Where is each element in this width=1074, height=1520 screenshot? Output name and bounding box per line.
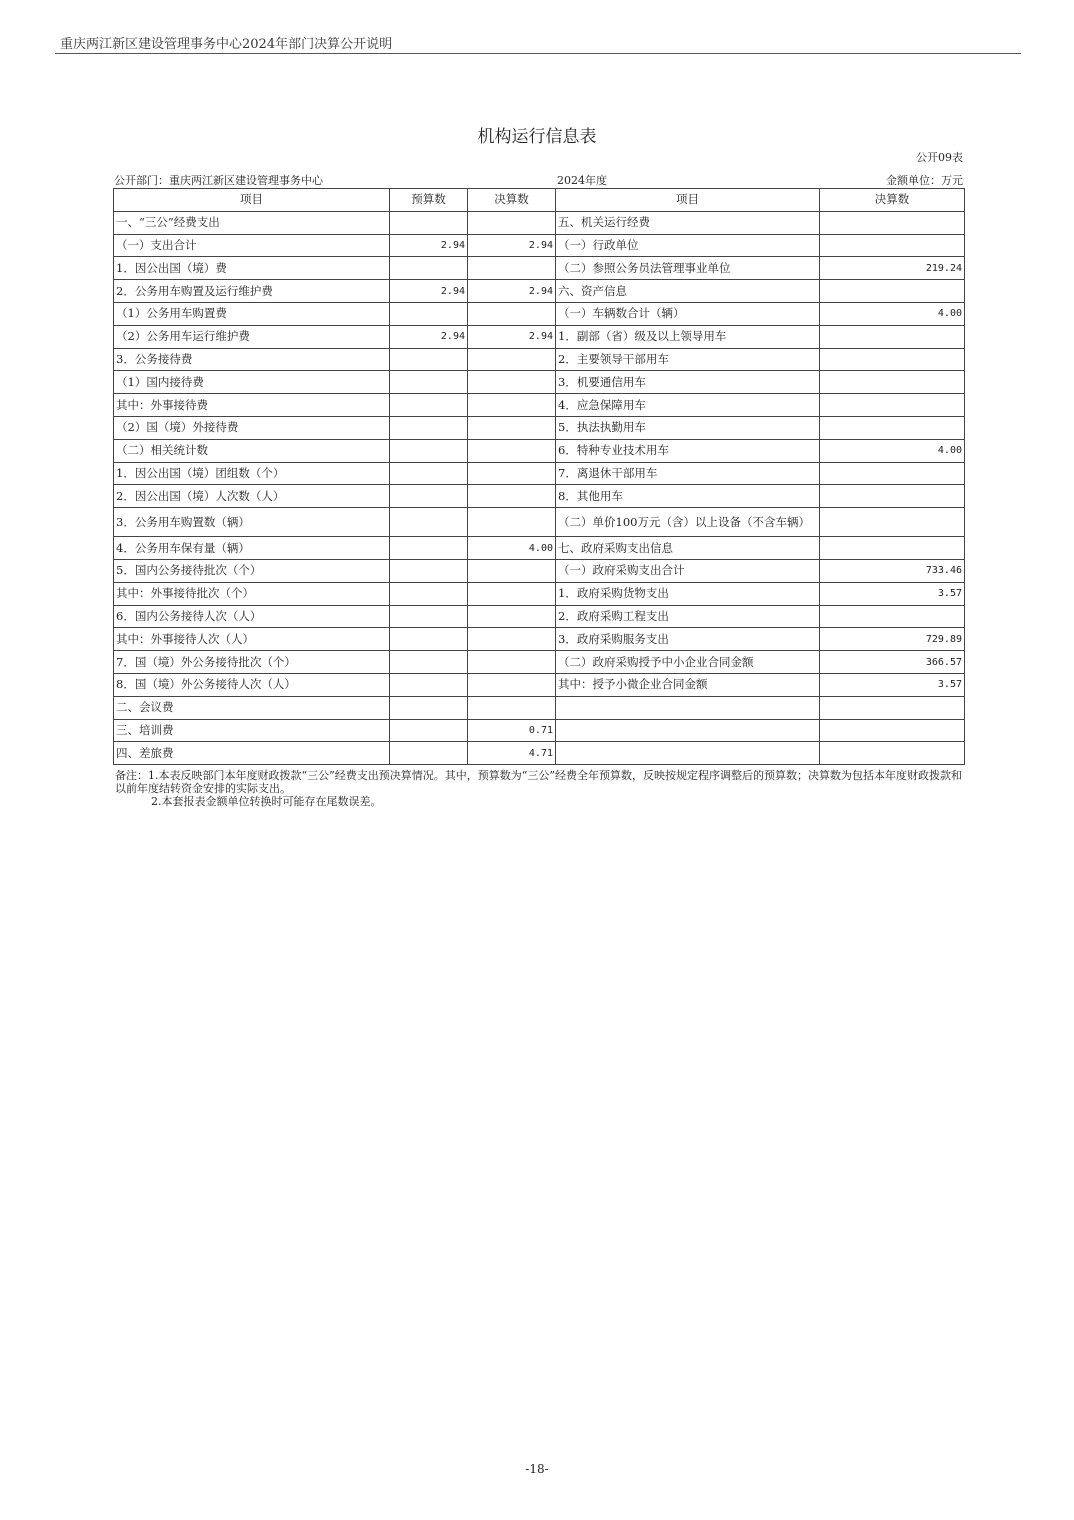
running-header: 重庆两江新区建设管理事务中心2024年部门决算公开说明 [60, 37, 393, 52]
table-row [114, 234, 965, 257]
budget-value [390, 651, 468, 674]
final-value [468, 394, 556, 417]
note-line-1: 备注：1.本表反映部门本年度财政拨款“三公”经费支出预决算情况。其中，预算数为“三公”经费全年预算数，反映按规定程序调整后的预算数；决算数为包括本年度财政拨款和以前年度结转资金安排的实际支出。 [115, 769, 962, 795]
budget-value [390, 582, 468, 605]
final-value [468, 651, 556, 674]
budget-value [390, 348, 468, 371]
table-row [114, 439, 965, 462]
right-item [556, 719, 820, 742]
final-value [468, 582, 556, 605]
left-item: 2．因公出国（境）人次数（人） [114, 485, 390, 508]
left-item: 5．国内公务接待批次（个） [114, 559, 390, 582]
department-label: 公开部门：重庆两江新区建设管理事务中心 [114, 174, 323, 187]
right-final-value: 366.57 [820, 651, 965, 674]
right-final-value [820, 485, 965, 508]
right-item: 6．特种专业技术用车 [556, 439, 820, 462]
left-item: 6．国内公务接待人次（人） [114, 605, 390, 628]
note-line-2: 2.本套报表金额单位转换时可能存在尾数误差。 [151, 795, 382, 808]
budget-value [390, 257, 468, 280]
right-item: （一）政府采购支出合计 [556, 559, 820, 582]
table-row [114, 394, 965, 417]
budget-value [390, 302, 468, 325]
table-row [114, 325, 965, 348]
table-row [114, 485, 965, 508]
left-item: 一、“三公”经费支出 [114, 211, 390, 234]
left-item: 三、培训费 [114, 719, 390, 742]
header-divider [55, 53, 1021, 54]
final-value [468, 257, 556, 280]
budget-value [390, 719, 468, 742]
final-value: 2.94 [468, 234, 556, 257]
header-final-right: 决算数 [820, 189, 965, 212]
table-row [114, 537, 965, 560]
budget-value [390, 371, 468, 394]
table-row [114, 348, 965, 371]
right-final-value [820, 462, 965, 485]
right-item: 1．副部（省）级及以上领导用车 [556, 325, 820, 348]
table-row [114, 605, 965, 628]
table-row [114, 280, 965, 303]
table-row [114, 696, 965, 719]
final-value [468, 302, 556, 325]
table-row [114, 257, 965, 280]
right-item: 4．应急保障用车 [556, 394, 820, 417]
final-value [468, 559, 556, 582]
budget-value [390, 416, 468, 439]
right-final-value [820, 416, 965, 439]
left-item: 二、会议费 [114, 696, 390, 719]
final-value [468, 605, 556, 628]
right-item: 3．政府采购服务支出 [556, 628, 820, 651]
final-value [468, 462, 556, 485]
right-item: 六、资产信息 [556, 280, 820, 303]
final-value [468, 416, 556, 439]
final-value [468, 628, 556, 651]
right-item: 5．执法执勤用车 [556, 416, 820, 439]
right-item [556, 696, 820, 719]
final-value: 2.94 [468, 280, 556, 303]
left-item: （2）国（境）外接待费 [114, 416, 390, 439]
final-value [468, 371, 556, 394]
final-value: 2.94 [468, 325, 556, 348]
table-row [114, 559, 965, 582]
table-row [114, 508, 965, 537]
table-row [114, 582, 965, 605]
right-final-value [820, 348, 965, 371]
right-final-value: 219.24 [820, 257, 965, 280]
left-item: 2．公务用车购置及运行维护费 [114, 280, 390, 303]
left-item: 1．因公出国（境）费 [114, 257, 390, 280]
right-final-value [820, 742, 965, 765]
right-item: （二）政府采购授予中小企业合同金额 [556, 651, 820, 674]
right-final-value [820, 234, 965, 257]
right-final-value: 3.57 [820, 673, 965, 696]
table-notes [115, 769, 965, 808]
final-value [468, 211, 556, 234]
right-final-value [820, 211, 965, 234]
left-item: （2）公务用车运行维护费 [114, 325, 390, 348]
budget-value [390, 211, 468, 234]
table-row [114, 416, 965, 439]
header-final: 决算数 [468, 189, 556, 212]
budget-value [390, 462, 468, 485]
left-item: 4．公务用车保有量（辆） [114, 537, 390, 560]
final-value [468, 348, 556, 371]
right-item: 2．政府采购工程支出 [556, 605, 820, 628]
table-header-row [114, 189, 965, 212]
right-final-value [820, 537, 965, 560]
form-code: 公开09表 [916, 151, 963, 164]
table-row [114, 371, 965, 394]
fiscal-year-label: 2024年度 [557, 174, 607, 187]
final-value [468, 696, 556, 719]
header-item-right: 项目 [556, 189, 820, 212]
table-row [114, 302, 965, 325]
left-item: （一）支出合计 [114, 234, 390, 257]
budget-value [390, 605, 468, 628]
right-final-value [820, 280, 965, 303]
budget-value [390, 742, 468, 765]
right-item: 7．离退休干部用车 [556, 462, 820, 485]
right-final-value [820, 719, 965, 742]
left-item: 3．公务接待费 [114, 348, 390, 371]
operations-info-table [113, 188, 965, 765]
budget-value: 2.94 [390, 325, 468, 348]
budget-value [390, 439, 468, 462]
left-item: 四、差旅费 [114, 742, 390, 765]
left-item: （1）公务用车购置费 [114, 302, 390, 325]
left-item: 3．公务用车购置数（辆） [114, 508, 390, 537]
budget-value [390, 485, 468, 508]
right-item: 8．其他用车 [556, 485, 820, 508]
right-final-value: 4.00 [820, 302, 965, 325]
right-item: 其中：授予小微企业合同金额 [556, 673, 820, 696]
right-final-value: 4.00 [820, 439, 965, 462]
right-final-value: 729.89 [820, 628, 965, 651]
right-item: （二）参照公务员法管理事业单位 [556, 257, 820, 280]
right-item: 五、机关运行经费 [556, 211, 820, 234]
right-item: 2．主要领导干部用车 [556, 348, 820, 371]
right-item: （一）行政单位 [556, 234, 820, 257]
right-final-value [820, 325, 965, 348]
table-row [114, 719, 965, 742]
budget-value [390, 394, 468, 417]
right-final-value [820, 394, 965, 417]
budget-value [390, 559, 468, 582]
left-item: 7．国（境）外公务接待批次（个） [114, 651, 390, 674]
final-value [468, 439, 556, 462]
table-row [114, 462, 965, 485]
left-item: 1．因公出国（境）团组数（个） [114, 462, 390, 485]
table-row [114, 651, 965, 674]
left-item: 其中：外事接待批次（个） [114, 582, 390, 605]
left-item: 其中：外事接待费 [114, 394, 390, 417]
final-value [468, 508, 556, 537]
header-item-left: 项目 [114, 189, 390, 212]
right-item [556, 742, 820, 765]
table-row [114, 742, 965, 765]
right-item: 3．机要通信用车 [556, 371, 820, 394]
right-final-value: 3.57 [820, 582, 965, 605]
budget-value [390, 673, 468, 696]
table-row [114, 673, 965, 696]
right-item: （二）单价100万元（含）以上设备（不含车辆） [556, 508, 820, 537]
right-final-value [820, 696, 965, 719]
left-item: 8．国（境）外公务接待人次（人） [114, 673, 390, 696]
right-final-value [820, 605, 965, 628]
budget-value [390, 696, 468, 719]
left-item: 其中：外事接待人次（人） [114, 628, 390, 651]
final-value [468, 485, 556, 508]
right-item: 七、政府采购支出信息 [556, 537, 820, 560]
amount-unit-label: 金额单位：万元 [886, 174, 963, 187]
left-item: （二）相关统计数 [114, 439, 390, 462]
final-value: 4.71 [468, 742, 556, 765]
right-final-value: 733.46 [820, 559, 965, 582]
table-row [114, 628, 965, 651]
budget-value [390, 628, 468, 651]
final-value: 4.00 [468, 537, 556, 560]
right-final-value [820, 371, 965, 394]
final-value [468, 673, 556, 696]
right-item: （一）车辆数合计（辆） [556, 302, 820, 325]
budget-value [390, 537, 468, 560]
header-budget: 预算数 [390, 189, 468, 212]
budget-value [390, 508, 468, 537]
page-number: -18- [525, 1462, 549, 1476]
right-final-value [820, 508, 965, 537]
right-item: 1．政府采购货物支出 [556, 582, 820, 605]
budget-value: 2.94 [390, 280, 468, 303]
budget-value: 2.94 [390, 234, 468, 257]
table-title: 机构运行信息表 [477, 127, 597, 147]
table-row [114, 211, 965, 234]
final-value: 0.71 [468, 719, 556, 742]
left-item: （1）国内接待费 [114, 371, 390, 394]
